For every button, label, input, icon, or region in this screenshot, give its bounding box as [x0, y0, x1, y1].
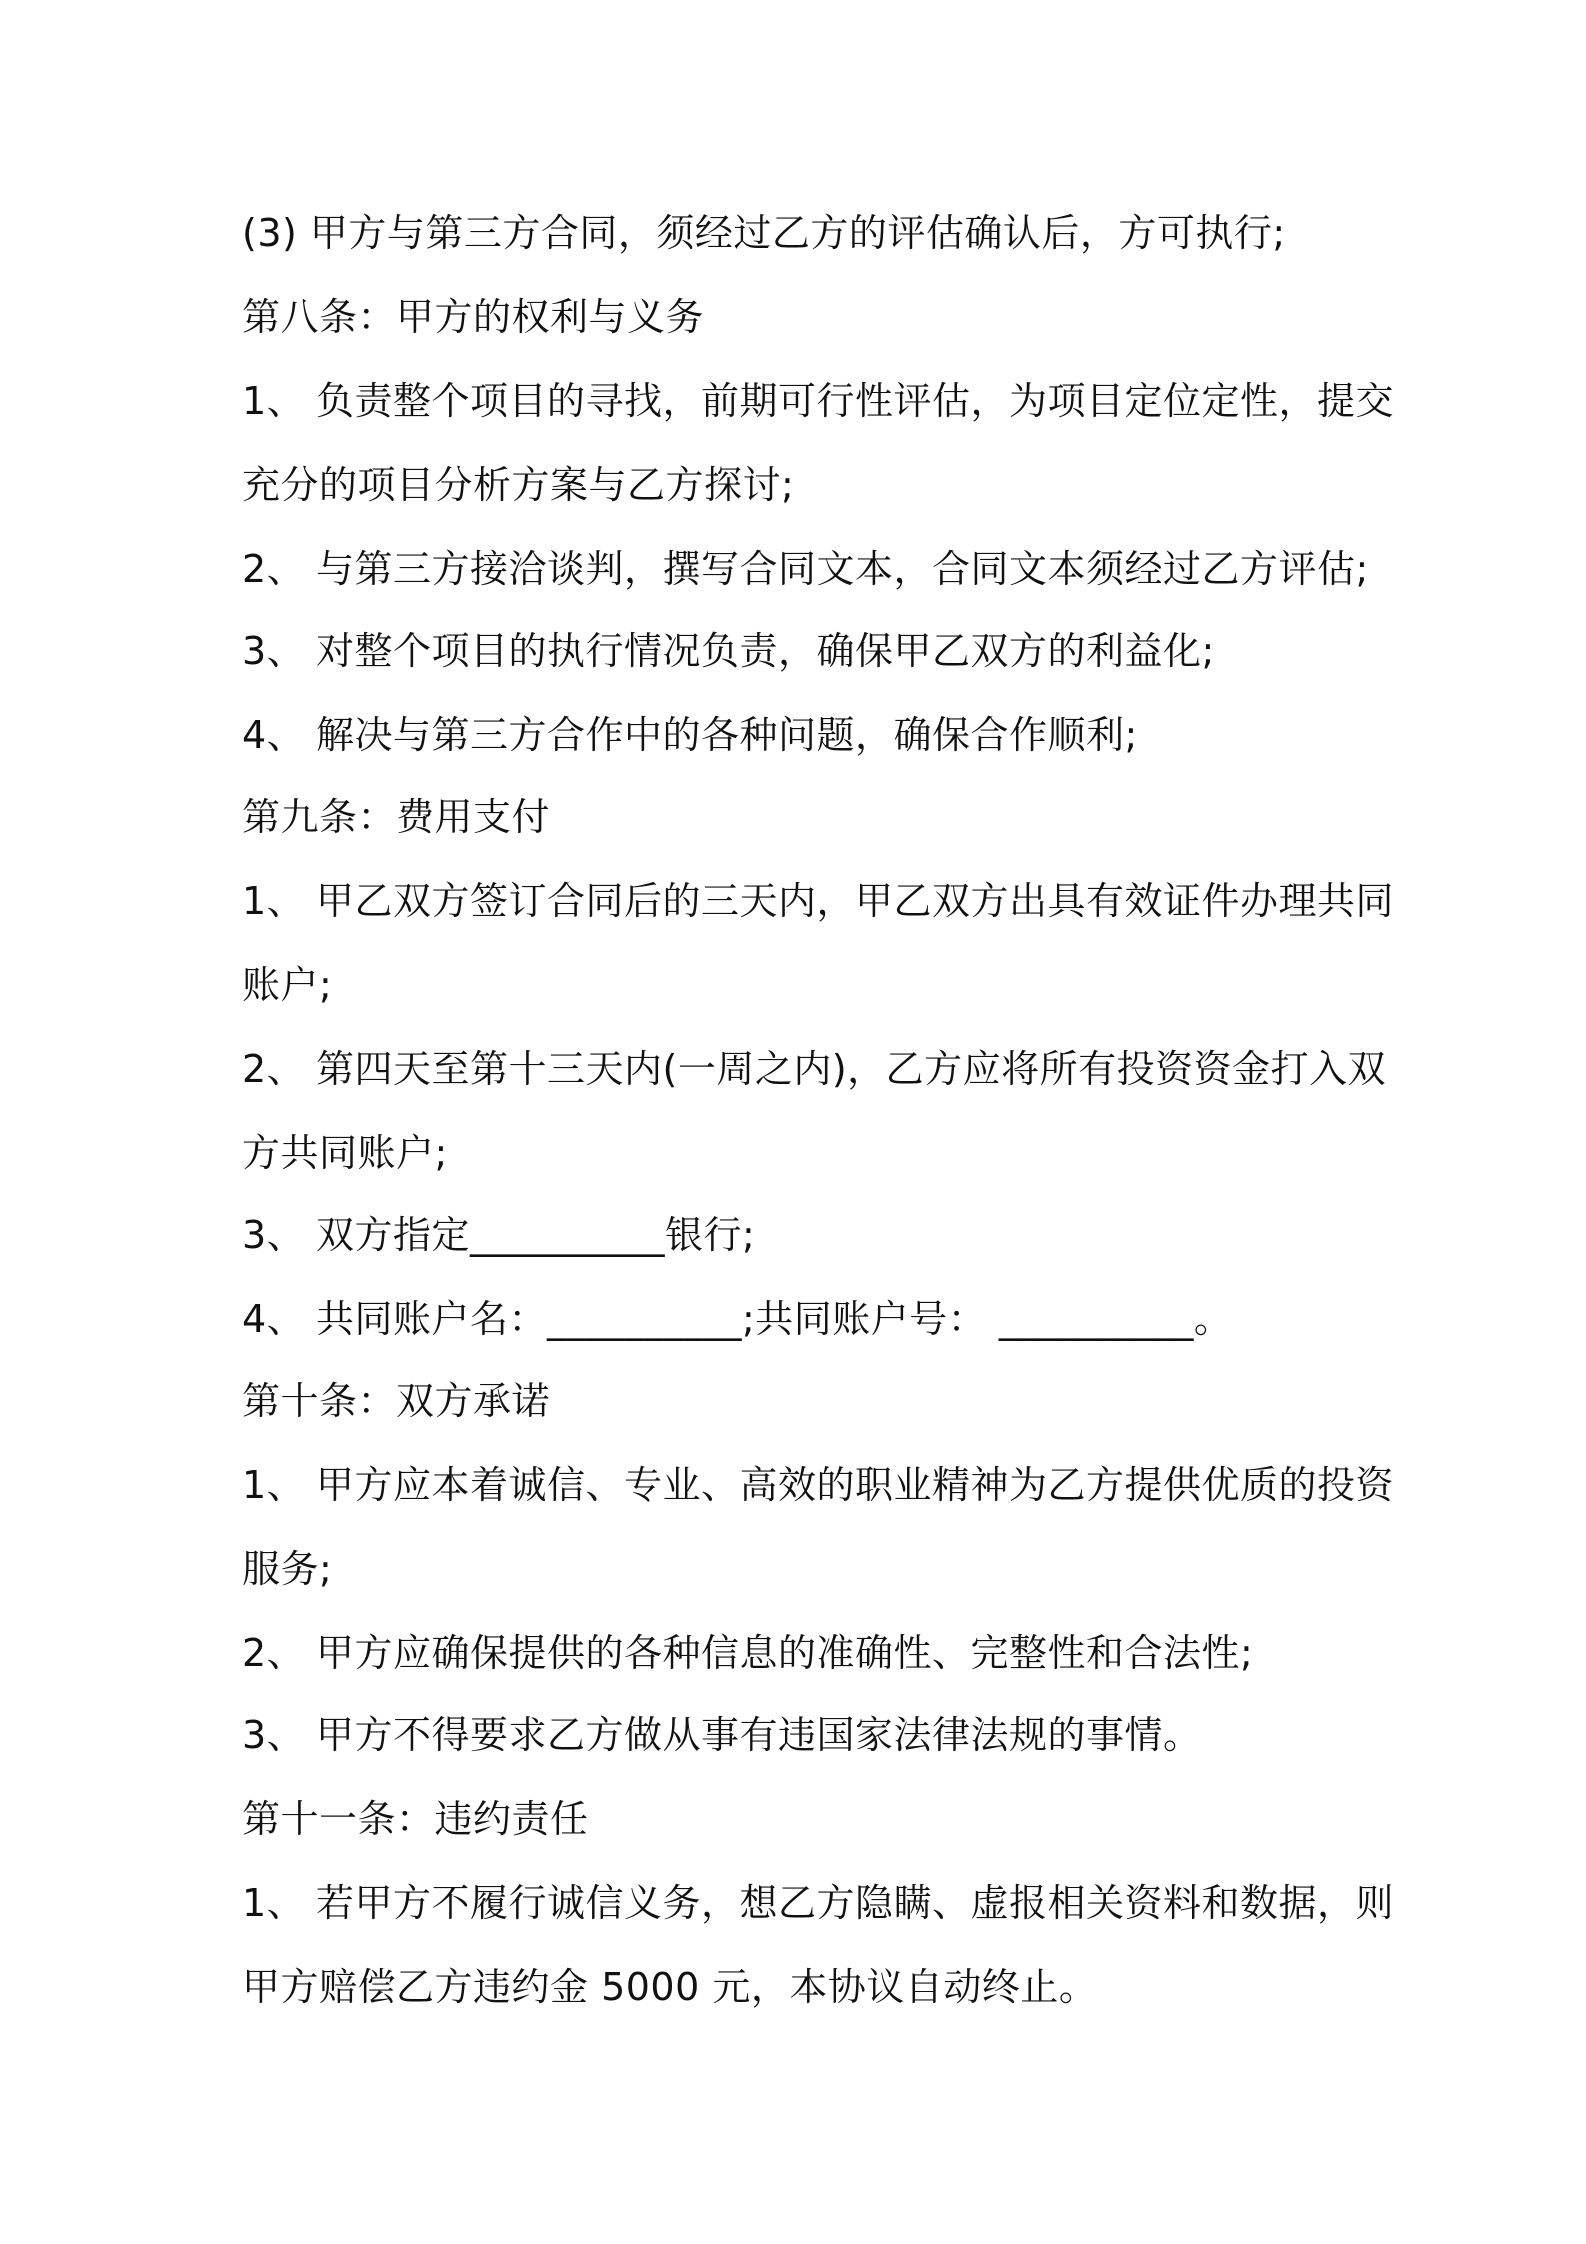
article-8-heading — [242, 293, 704, 341]
line-text: 甲方应本着诚信、专业、高效的职业精神为乙方提供优质的投资 — [316, 1463, 1395, 1507]
article-9-heading — [242, 793, 550, 841]
item-number: 4、 — [242, 1297, 306, 1341]
item-number: 1、 — [242, 879, 306, 923]
article-9-item-1-continuation — [242, 961, 332, 1009]
article-8-item-1 — [242, 377, 1394, 425]
line-text: 充分的项目分析方案与乙方探讨; — [242, 463, 795, 507]
article-10-item-2 — [242, 1629, 1253, 1677]
article-10-item-1-continuation — [242, 1545, 332, 1593]
article-10-item-3 — [242, 1711, 1202, 1759]
article-9-item-3 — [242, 1211, 755, 1259]
article-9-item-1 — [242, 877, 1394, 925]
item-number: 2、 — [242, 1631, 306, 1675]
item-number: 1、 — [242, 1463, 306, 1507]
article-11-heading — [242, 1795, 589, 1843]
article-9-item-2 — [242, 1045, 1386, 1093]
line-text: 若甲方不履行诚信义务，想乙方隐瞒、虚报相关资料和数据，则 — [316, 1881, 1395, 1925]
article-8-item-2 — [242, 545, 1369, 593]
article-9-item-4 — [242, 1295, 1232, 1343]
line-text: 解决与第三方合作中的各种问题，确保合作顺利; — [316, 713, 1138, 757]
article-10-heading — [242, 1377, 550, 1425]
line-text: 甲方赔偿乙方违约金 5000 元，本协议自动终止。 — [242, 1965, 1098, 2009]
line-text: 负责整个项目的寻找，前期可行性评估，为项目定位定性，提交 — [316, 379, 1395, 423]
line-text: 甲方不得要求乙方做从事有违国家法律法规的事情。 — [316, 1713, 1202, 1757]
item-number: 3、 — [242, 1713, 306, 1757]
line-text: 与第三方接洽谈判，撰写合同文本，合同文本须经过乙方评估; — [316, 547, 1369, 591]
line-text: 账户; — [242, 963, 333, 1007]
heading-text: 第九条：费用支付 — [242, 795, 551, 839]
line-text: 服务; — [242, 1547, 333, 1591]
heading-text: 第八条：甲方的权利与义务 — [242, 295, 705, 339]
item-number: 2、 — [242, 1047, 306, 1091]
heading-text: 第十条：双方承诺 — [242, 1379, 551, 1423]
article-8-item-3 — [242, 627, 1215, 675]
article-8-item-1-continuation — [242, 461, 794, 509]
article-11-item-1 — [242, 1879, 1394, 1927]
item-number: 2、 — [242, 547, 306, 591]
line-text: 双方指定__________银行; — [316, 1213, 756, 1257]
line-text: (3) 甲方与第三方合同，须经过乙方的评估确认后，方可执行; — [242, 211, 1286, 255]
line-text: 甲方应确保提供的各种信息的准确性、完整性和合法性; — [316, 1631, 1254, 1675]
item-number: 1、 — [242, 1881, 306, 1925]
article-10-item-1 — [242, 1461, 1394, 1509]
article-8-item-4 — [242, 711, 1138, 759]
line-text: 方共同账户; — [242, 1131, 448, 1175]
line-text: 对整个项目的执行情况负责，确保甲乙双方的利益化; — [316, 629, 1215, 673]
line-text: 甲乙双方签订合同后的三天内，甲乙双方出具有效证件办理共同 — [316, 879, 1395, 923]
line-text: 第四天至第十三天内(一周之内)，乙方应将所有投资资金打入双 — [316, 1047, 1387, 1091]
heading-text: 第十一条：违约责任 — [242, 1797, 589, 1841]
article-11-item-1-continuation — [242, 1963, 1097, 2011]
item-number: 3、 — [242, 629, 306, 673]
item-number: 1、 — [242, 379, 306, 423]
item-number: 3、 — [242, 1213, 306, 1257]
article-9-item-2-continuation — [242, 1129, 448, 1177]
item-number: 4、 — [242, 713, 306, 757]
line-text: 共同账户名：__________;共同账户号： __________。 — [316, 1297, 1233, 1341]
clause-7-item-3 — [242, 209, 1286, 257]
